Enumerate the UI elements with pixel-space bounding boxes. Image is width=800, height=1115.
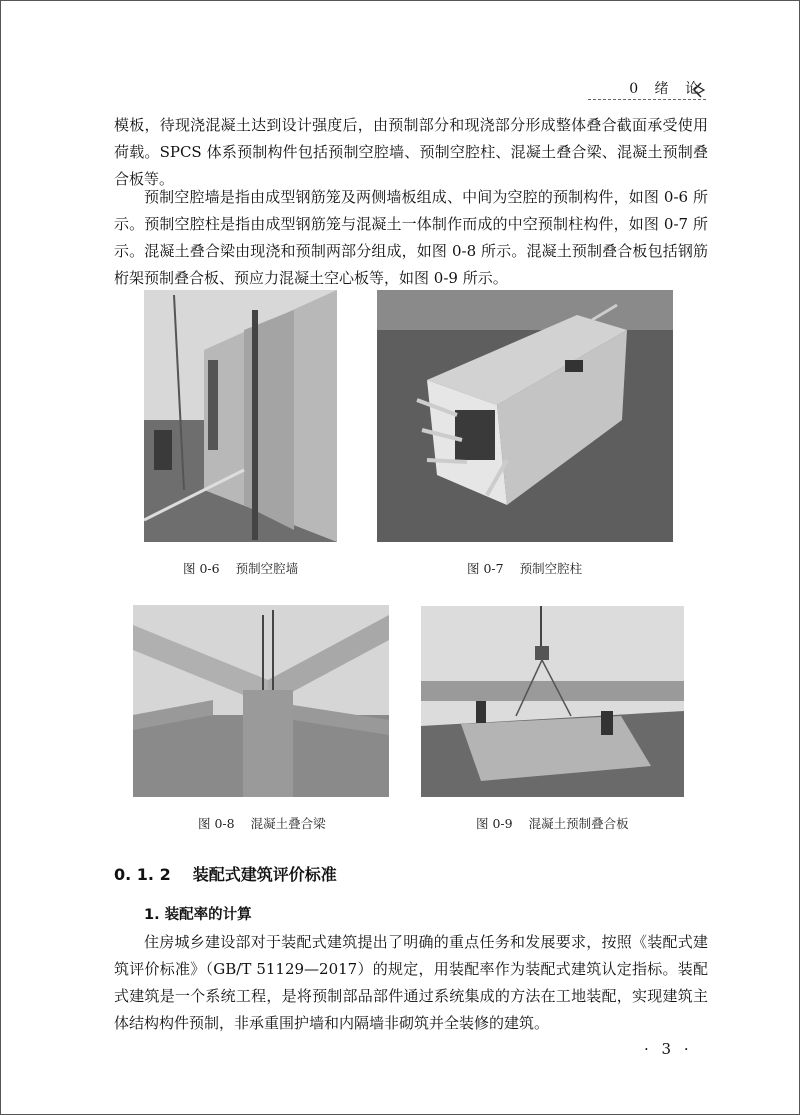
paragraph-assembly-rate: 住房城乡建设部对于装配式建筑提出了明确的重点任务和发展要求，按照《装配式建筑评价标准》（GB/T 51129—2017）的规定，用装配率作为装配式建筑认定指标。装配式建筑是一个系统工程，是将预制部品部件通过系统集成的方法在工地装配，实现建筑主体结构构件预制，非承重围护墙和内隔墙非砌筑并全装修的建筑。 — [114, 933, 708, 1032]
page-number: · 3 · — [644, 1040, 693, 1058]
figure-0-9-caption: 图 0-9 混凝土预制叠合板 — [476, 816, 629, 831]
figure-0-6-caption: 图 0-6 预制空腔墙 — [183, 561, 299, 576]
paragraph-components: 预制空腔墙是指由成型钢筋笼及两侧墙板组成、中间为空腔的预制构件，如图 0-6 所示。预制空腔柱是指由成型钢筋笼与混凝土一体制作而成的中空预制柱构件，如图 0-7 所示。混凝土叠合梁由现浇和预制两部分组成，如图 0-8 所示。混凝土预制叠合板包括钢筋桁架预制叠合板、预应力混凝土空心板等，如图 0-9 所示。 — [114, 188, 708, 287]
figure-0-9-image — [421, 606, 684, 797]
header-arrow-icon — [689, 80, 709, 100]
figure-0-7-image — [377, 290, 673, 542]
section-heading: 0. 1. 2 装配式建筑评价标准 — [114, 865, 337, 884]
figure-0-7-caption: 图 0-7 预制空腔柱 — [467, 561, 583, 576]
subsection-heading: 1. 装配率的计算 — [144, 907, 252, 923]
paragraph-intro: 模板，待现浇混凝土达到设计强度后，由预制部分和现浇部分形成整体叠合截面承受使用荷载。SPCS 体系预制构件包括预制空腔墙、预制空腔柱、混凝土叠合梁、混凝土预制叠合板等。 — [114, 116, 708, 188]
figure-0-8-image — [133, 605, 389, 797]
running-header: 0 绪 论 — [629, 81, 705, 97]
figure-0-6-image — [144, 290, 337, 542]
figure-0-8-caption: 图 0-8 混凝土叠合梁 — [198, 816, 326, 831]
